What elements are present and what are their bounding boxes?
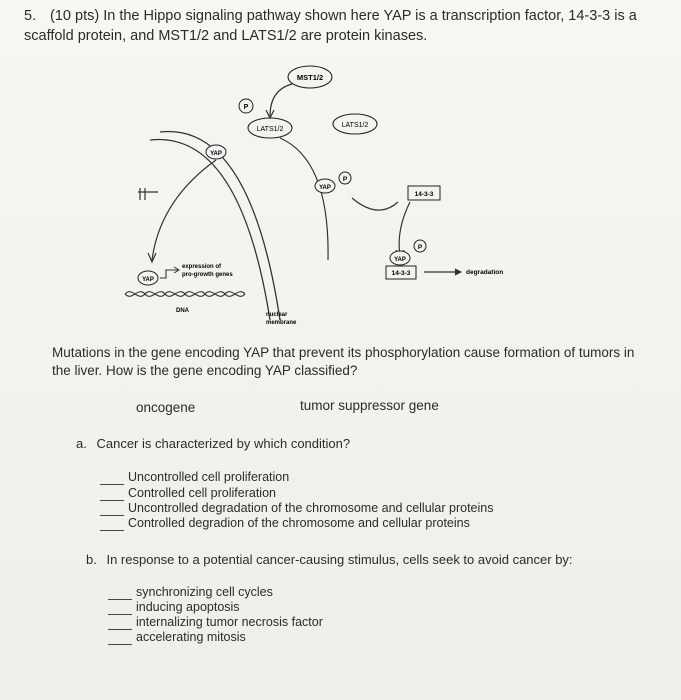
part-b-text: In response to a potential cancer-causing stimulus, cells seek to avoid cancer by: xyxy=(106,552,573,567)
nuclear-membrane-inner xyxy=(150,140,270,321)
option-text: Uncontrolled cell proliferation xyxy=(128,470,290,484)
yap-middle-label: YAP xyxy=(319,185,331,191)
binding-curve xyxy=(352,198,398,210)
answer-blank[interactable] xyxy=(108,634,132,645)
part-b-option-4[interactable] xyxy=(108,630,246,645)
option-text: Controlled cell proliferation xyxy=(128,486,276,500)
option-text: Controlled degradion of the chromosome and cellular proteins xyxy=(128,516,470,530)
yap-left-label: YAP xyxy=(210,151,222,157)
choice-oncogene[interactable]: oncogene xyxy=(136,400,196,415)
answer-blank[interactable] xyxy=(108,589,132,600)
answer-blank[interactable] xyxy=(108,604,132,615)
complex-path xyxy=(399,202,410,256)
part-b-option-3[interactable] xyxy=(108,615,323,630)
yap-import-path xyxy=(152,160,216,260)
genes-label: pro-growth genes xyxy=(182,272,233,278)
part-b-label: b. xyxy=(86,552,97,567)
phospho-lats-label: P xyxy=(243,104,249,111)
question-intro: (10 pts) In the Hippo signaling pathway shown here YAP is a transcription factor, 14-3-3 is a scaffold protein, and MST1/2 and LATS1/2 are protein kinases. xyxy=(24,8,637,44)
dna-label: DNA xyxy=(176,308,189,314)
answer-blank[interactable] xyxy=(100,520,124,531)
membrane-label: membrane xyxy=(266,320,297,326)
choice-tumor-suppressor[interactable]: tumor suppressor gene xyxy=(300,398,439,413)
option-text: synchronizing cell cycles xyxy=(136,585,273,599)
lats-left-label: LATS1/2 xyxy=(256,126,284,133)
expression-label: expression of xyxy=(182,264,222,270)
part-b-prompt xyxy=(86,552,573,567)
part-a-option-3[interactable] xyxy=(100,501,494,516)
part-b-option-1[interactable] xyxy=(108,585,273,600)
yap-bottom-label: YAP xyxy=(394,257,406,263)
scaffold-top-label: 14-3-3 xyxy=(414,191,434,198)
answer-blank[interactable] xyxy=(108,619,132,630)
part-a-prompt xyxy=(76,436,350,451)
part-a-option-2[interactable] xyxy=(100,486,276,501)
option-text: inducing apoptosis xyxy=(136,600,240,614)
scaffold-bottom-label: 14-3-3 xyxy=(391,270,411,277)
pathway-svg xyxy=(120,60,540,330)
phospho-yap-middle-label: P xyxy=(342,176,348,183)
phospho-yap-bottom-label: P xyxy=(417,244,423,251)
expression-arrow xyxy=(160,270,178,278)
part-a-option-4[interactable] xyxy=(100,516,470,531)
classification-question: Mutations in the gene encoding YAP that prevent its phosphorylation cause formation of tumors in the liver. How is the gene encoding YAP classified? xyxy=(52,345,635,378)
yap-nucleus-label: YAP xyxy=(142,277,154,283)
answer-blank[interactable] xyxy=(100,505,124,516)
option-text: Uncontrolled degradation of the chromosome and cellular proteins xyxy=(128,501,494,515)
question-header xyxy=(24,6,664,46)
lats-inhibition-curve xyxy=(280,138,328,260)
part-a-text: Cancer is characterized by which condition? xyxy=(96,436,351,451)
option-text: internalizing tumor necrosis factor xyxy=(136,615,323,629)
lats-right-label: LATS1/2 xyxy=(341,122,369,129)
hippo-pathway-diagram xyxy=(120,60,540,330)
degradation-label: degradation xyxy=(466,269,504,276)
part-a-label: a. xyxy=(76,436,87,451)
arrowhead-icon xyxy=(455,269,461,275)
answer-blank[interactable] xyxy=(100,490,124,501)
part-b-option-2[interactable] xyxy=(108,600,240,615)
answer-blank[interactable] xyxy=(100,474,124,485)
mst-label: MST1/2 xyxy=(296,73,324,82)
question-number: 5. xyxy=(24,8,37,24)
option-text: accelerating mitosis xyxy=(136,630,246,644)
nuclear-label: nuclear xyxy=(266,312,288,318)
part-a-option-1[interactable] xyxy=(100,470,289,485)
